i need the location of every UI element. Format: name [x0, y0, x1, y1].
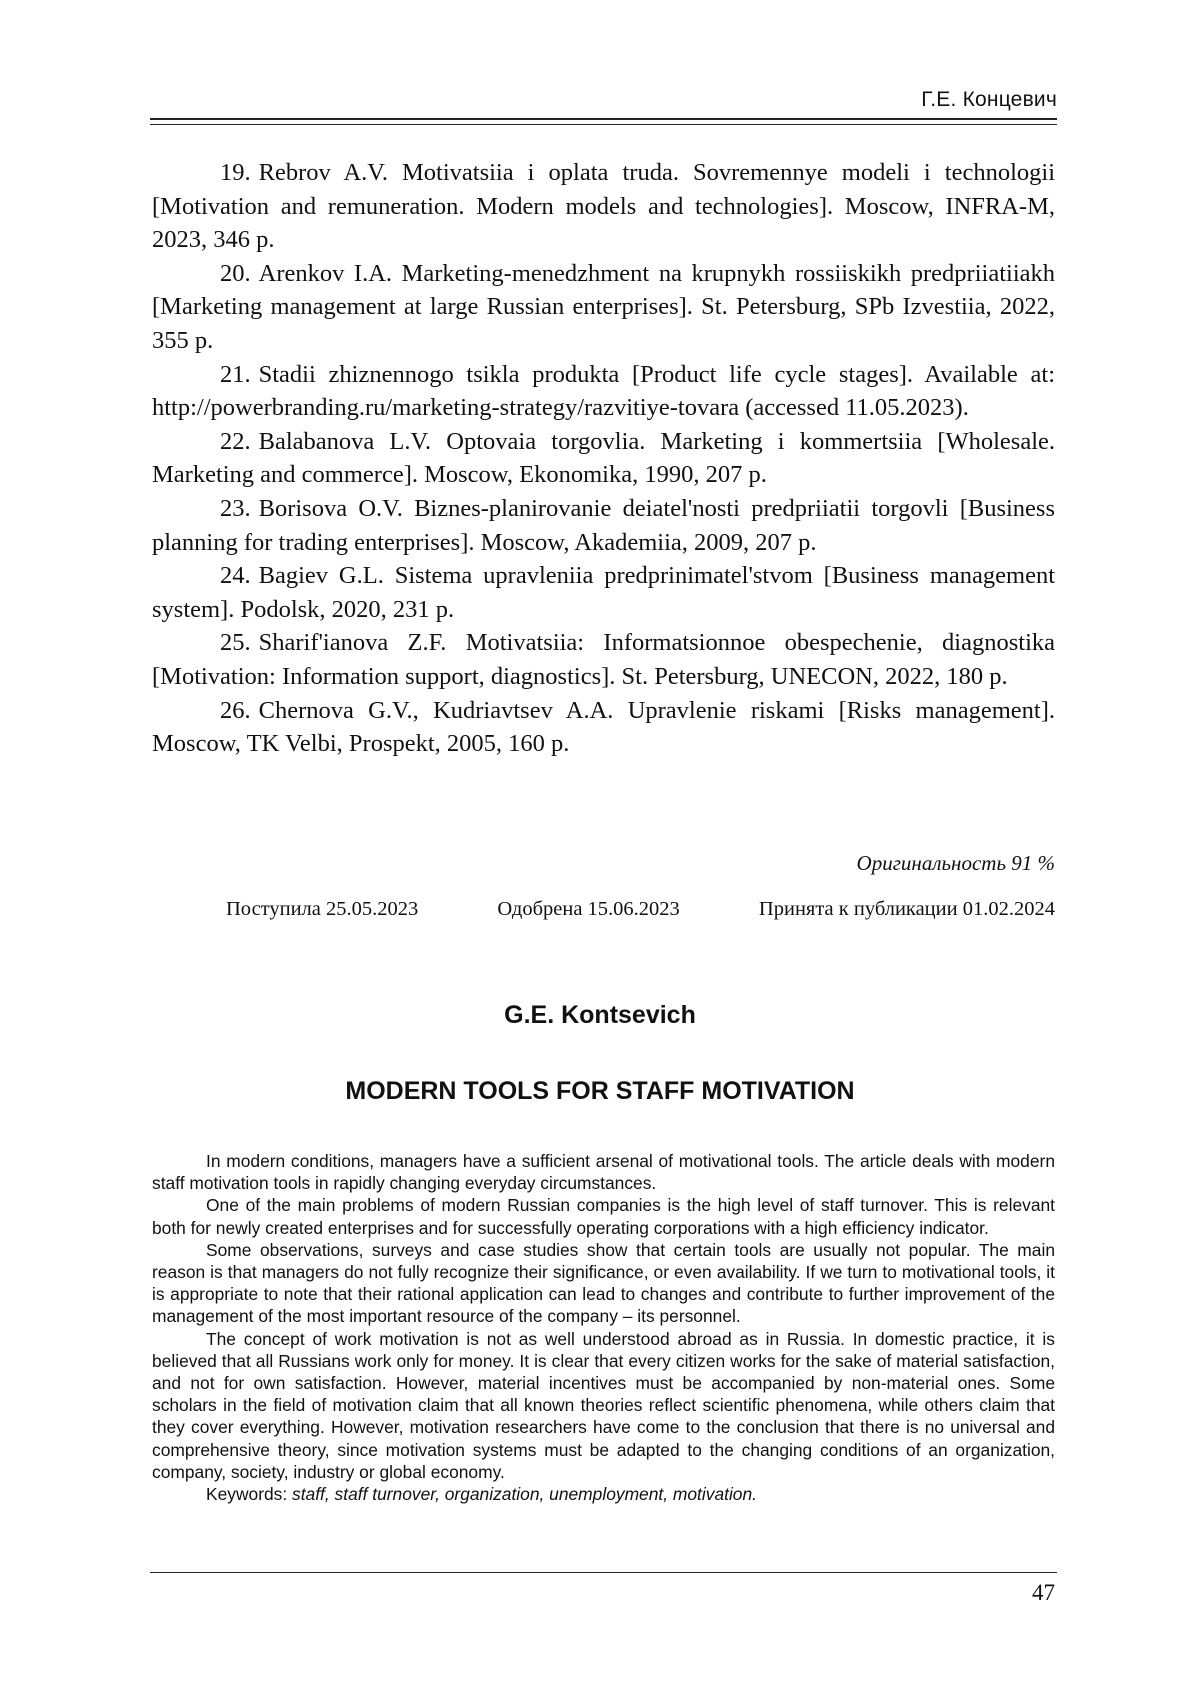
- footer-rule: [150, 1572, 1057, 1573]
- abstract-paragraph: The concept of work motivation is not as well understood abroad as in Russia. In domestic practice, it is believed that all Russians work only for money. It is clear that every citizen works for the sake of material satisfaction, and not for own satisfaction. However, material incentives must be accompanied by non-material ones. Some scholars in the field of motivation claim that all known theories reflect scientific phenomena, while others claim that they cover everything. However, motivation researchers have come to the conclusion that there is no universal and comprehensive theory, since motivation systems must be adapted to the changing conditions of an organization, company, society, industry or global economy.: [152, 1328, 1055, 1482]
- reference-text: Rebrov A.V. Motivatsiia i oplata truda. Sovremennye modeli i technologii [Motivation and remuneration. Modern models and technologies]. Moscow, INFRA-M, 2023, 346 p.: [152, 159, 1055, 254]
- reference-item: [152, 358, 1055, 425]
- page-number: 47: [1032, 1580, 1055, 1605]
- publication-dates: [226, 898, 1055, 921]
- running-header-author: Г.Е. Концевич: [921, 88, 1057, 111]
- accepted-date: Принята к публикации 01.02.2024: [758, 898, 1055, 920]
- reference-item: [152, 257, 1055, 358]
- reference-item: [152, 559, 1055, 626]
- reference-item: [152, 626, 1055, 693]
- reference-text: Chernova G.V., Kudriavtsev A.A. Upravlenie riskami [Risks management]. Moscow, TK Velbi, Prospekt, 2005, 160 p.: [152, 696, 1055, 758]
- reference-number: 20.: [220, 259, 251, 287]
- reference-number: 25.: [220, 629, 251, 657]
- reference-text: Borisova O.V. Biznes-planirovanie deiatel'nosti predpriiatii torgovli [Business planning for trading enterprises]. Moscow, Akademiia, 2009, 207 p.: [152, 494, 1055, 556]
- reference-list: [152, 156, 1055, 761]
- reference-text: Arenkov I.A. Marketing-menedzhment na krupnykh rossiiskikh predpriiatiiakh [Marketing management at large Russian enterprises]. St. Petersburg, SPb Izvestiia, 2022, 355 p.: [152, 259, 1055, 354]
- keywords-list: staff, staff turnover, organization, unemployment, motivation.: [292, 1484, 757, 1505]
- english-author: G.E. Kontsevich: [504, 1001, 696, 1029]
- reference-number: 26.: [220, 696, 251, 724]
- header-double-rule: [150, 118, 1057, 125]
- reference-number: 21.: [220, 360, 251, 388]
- reference-number: 19.: [220, 159, 251, 186]
- reference-number: 24.: [220, 562, 251, 590]
- reference-item: [152, 492, 1055, 559]
- keywords-label: Keywords:: [206, 1484, 288, 1505]
- reference-text: Balabanova L.V. Optovaia torgovlia. Marketing i kommertsiia [Wholesale. Marketing and commerce]. Moscow, Ekonomika, 1990, 207 p.: [152, 427, 1055, 489]
- abstract-paragraph: One of the main problems of modern Russian companies is the high level of staff turnover. This is relevant both for newly created enterprises and for successfully operating corporations with a high efficiency indicator.: [152, 1195, 1055, 1238]
- reference-text: Sharif'ianova Z.F. Motivatsiia: Informatsionnoe obespechenie, diagnostika [Motivation: Information support, diagnostics]. St. Petersburg, UNECON, 2022, 180 p.: [152, 629, 1055, 690]
- reference-text: Bagiev G.L. Sistema upravleniia predprinimatel'stvom [Business management system]. Podolsk, 2020, 231 p.: [152, 562, 1055, 623]
- received-date: Поступила 25.05.2023: [226, 898, 419, 920]
- reference-item: [152, 425, 1055, 492]
- reference-number: 22.: [220, 427, 251, 455]
- english-abstract: [152, 1150, 1055, 1505]
- reference-number: 23.: [220, 494, 251, 522]
- keywords-line: [152, 1483, 1055, 1505]
- abstract-paragraph: In modern conditions, managers have a sufficient arsenal of motivational tools. The article deals with modern staff motivation tools in rapidly changing everyday circumstances.: [152, 1151, 1055, 1194]
- originality-note: Оригинальность 91 %: [856, 851, 1055, 875]
- english-title: MODERN TOOLS FOR STAFF MOTIVATION: [345, 1077, 855, 1105]
- approved-date: Одобрена 15.06.2023: [497, 898, 680, 920]
- abstract-paragraph: Some observations, surveys and case studies show that certain tools are usually not popular. The main reason is that managers do not fully recognize their significance, or even availability. If we turn to motivational tools, it is appropriate to note that their rational application can lead to changes and contribute to further improvement of the management of the most important resource of the company – its personnel.: [152, 1239, 1055, 1327]
- reference-item: [152, 156, 1055, 257]
- reference-text: Stadii zhiznennogo tsikla produkta [Product life cycle stages]. Available at: http://powerbranding.ru/marketing-strategy/razvitiye-tovara (accessed 11.05.2023).: [152, 360, 1055, 422]
- reference-item: [152, 694, 1055, 761]
